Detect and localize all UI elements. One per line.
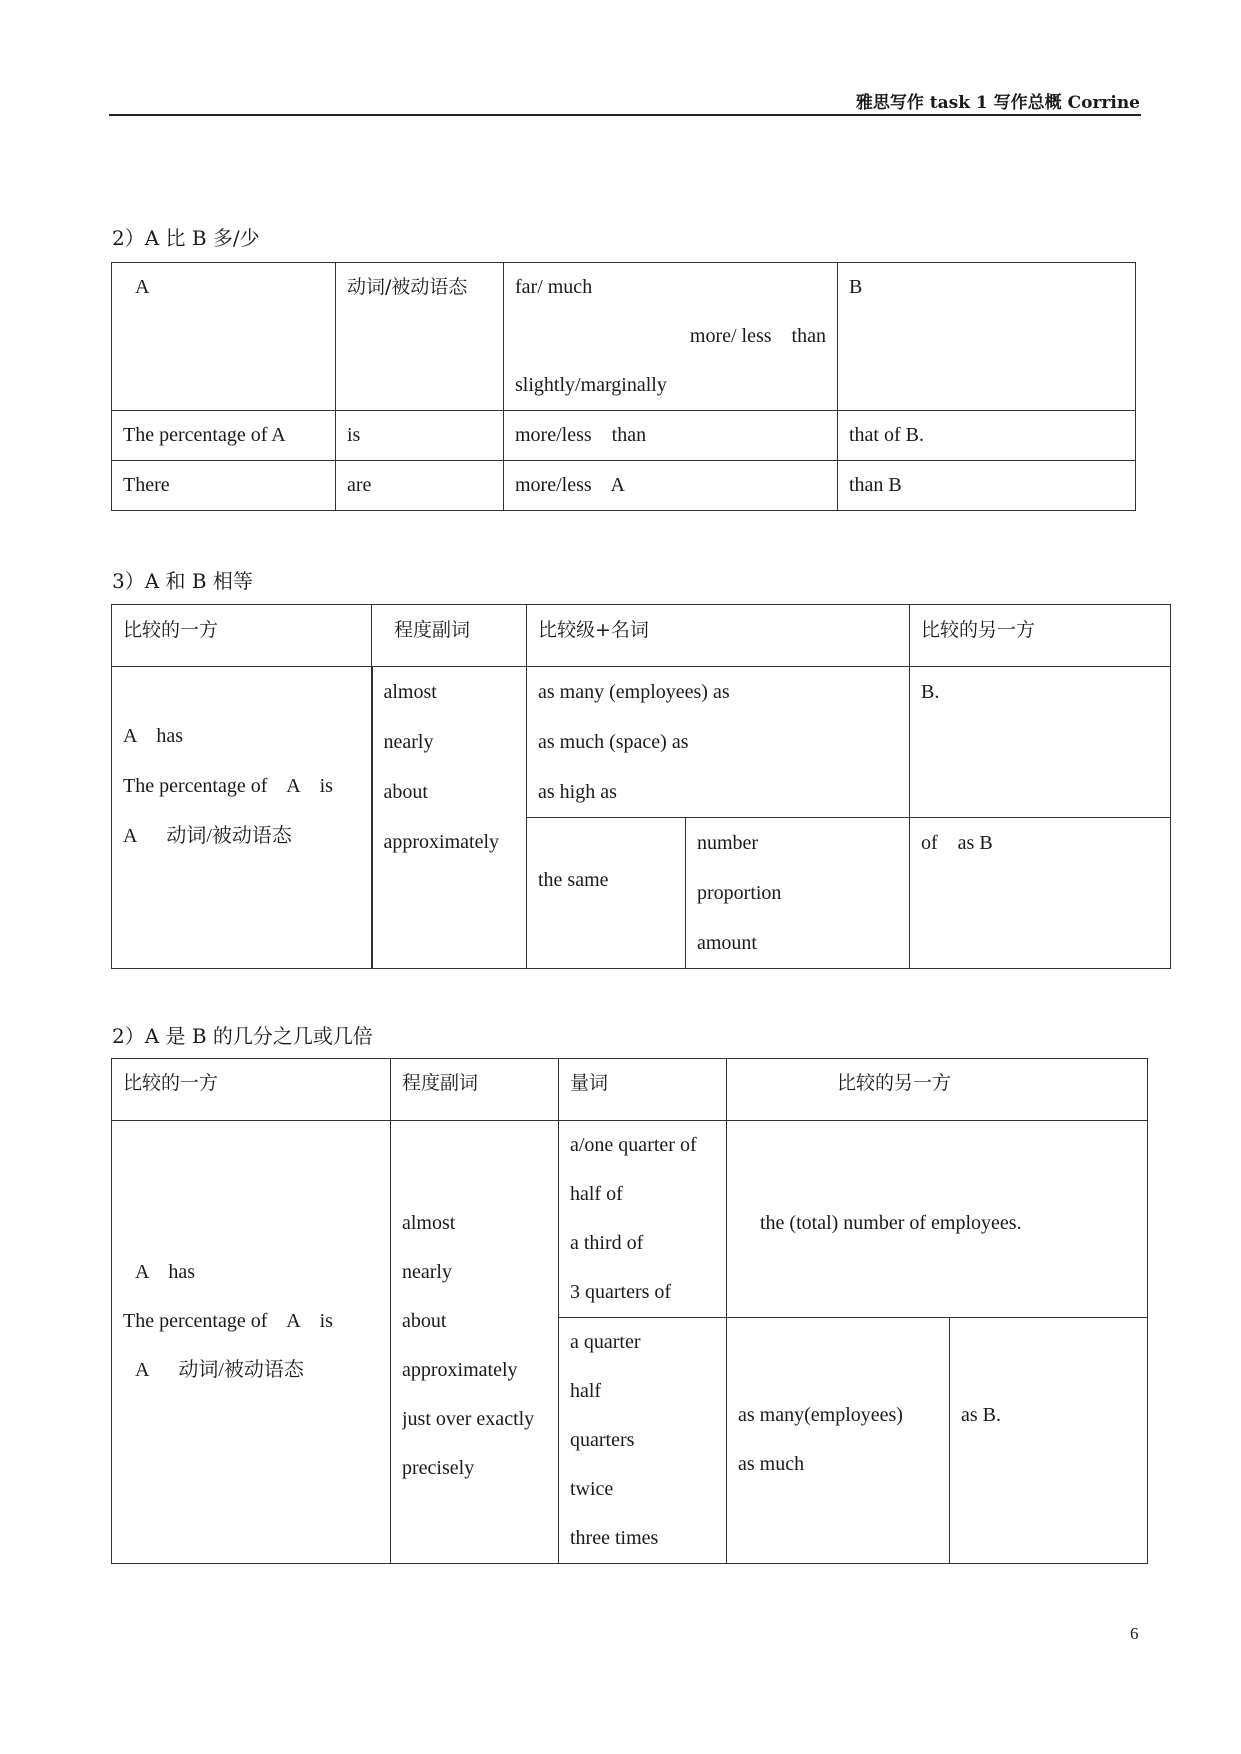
table-cell: 动词/被动语态 — [336, 263, 504, 411]
table-cell: The percentage of A — [112, 411, 336, 461]
running-header: 雅思写作 task 1 写作总概 Corrine — [855, 93, 1140, 113]
other-side-cell: B. — [910, 667, 1171, 818]
table-row — [112, 1121, 1148, 1318]
header-cell: 程度副词 — [372, 605, 527, 667]
table-cell: is — [336, 411, 504, 461]
table-cell: more/less than — [504, 411, 838, 461]
as-many-cell: as many(employees) as much — [727, 1318, 950, 1564]
subject-cell: A has The percentage of A is A 动词/被动语态 — [112, 1121, 391, 1564]
same-cell: the same — [527, 818, 686, 969]
table-cell: B — [838, 263, 1136, 411]
other-side-cell: of as B — [910, 818, 1171, 969]
section-title-fraction: 2）A 是 B 的几分之几或几倍 — [112, 1024, 373, 1048]
header-cell: 比较的另一方 — [910, 605, 1171, 667]
section-title-more-less: 2）A 比 B 多/少 — [112, 226, 260, 250]
table-row — [112, 263, 1136, 411]
as-b-cell: as B. — [950, 1318, 1148, 1564]
subject-cell: A has The percentage of A is A 动词/被动语态 — [112, 667, 372, 969]
table-cell: are — [336, 461, 504, 511]
header-cell: 比较级+名词 — [527, 605, 910, 667]
table-cell: more/less A — [504, 461, 838, 511]
table-cell: far/ much more/ less than slightly/marginally — [504, 263, 838, 411]
section-title-equal: 3）A 和 B 相等 — [112, 569, 253, 593]
table-cell: There — [112, 461, 336, 511]
table-equal — [111, 604, 1171, 969]
total-cell: the (total) number of employees. — [727, 1121, 1148, 1318]
table-row — [112, 411, 1136, 461]
header-cell: 量词 — [559, 1059, 727, 1121]
header-cell: 比较的一方 — [112, 605, 372, 667]
fraction-cell: a/one quarter of half of a third of 3 quarters of — [559, 1121, 727, 1318]
adverb-cell: almost nearly about approximately just over exactly precisely — [391, 1121, 559, 1564]
header-cell: 程度副词 — [391, 1059, 559, 1121]
page-number: 6 — [1130, 1624, 1139, 1643]
table-more-less — [111, 262, 1136, 511]
header-cell: 比较的另一方 — [727, 1059, 1148, 1121]
table-cell: A — [112, 263, 336, 411]
table-row — [112, 667, 1171, 818]
header-rule — [109, 114, 1141, 116]
multiple-cell: a quarter half quarters twice three times — [559, 1318, 727, 1564]
noun-cell: number proportion amount — [686, 818, 910, 969]
table-cell: than B — [838, 461, 1136, 511]
header-cell: 比较的一方 — [112, 1059, 391, 1121]
table-header-row — [112, 1059, 1148, 1121]
table-header-row — [112, 605, 1171, 667]
table-fraction — [111, 1058, 1148, 1564]
adverb-cell: almost nearly about approximately — [372, 667, 527, 969]
comparative-cell: as many (employees) as as much (space) as as high as — [527, 667, 910, 818]
table-cell: that of B. — [838, 411, 1136, 461]
table-row — [112, 461, 1136, 511]
